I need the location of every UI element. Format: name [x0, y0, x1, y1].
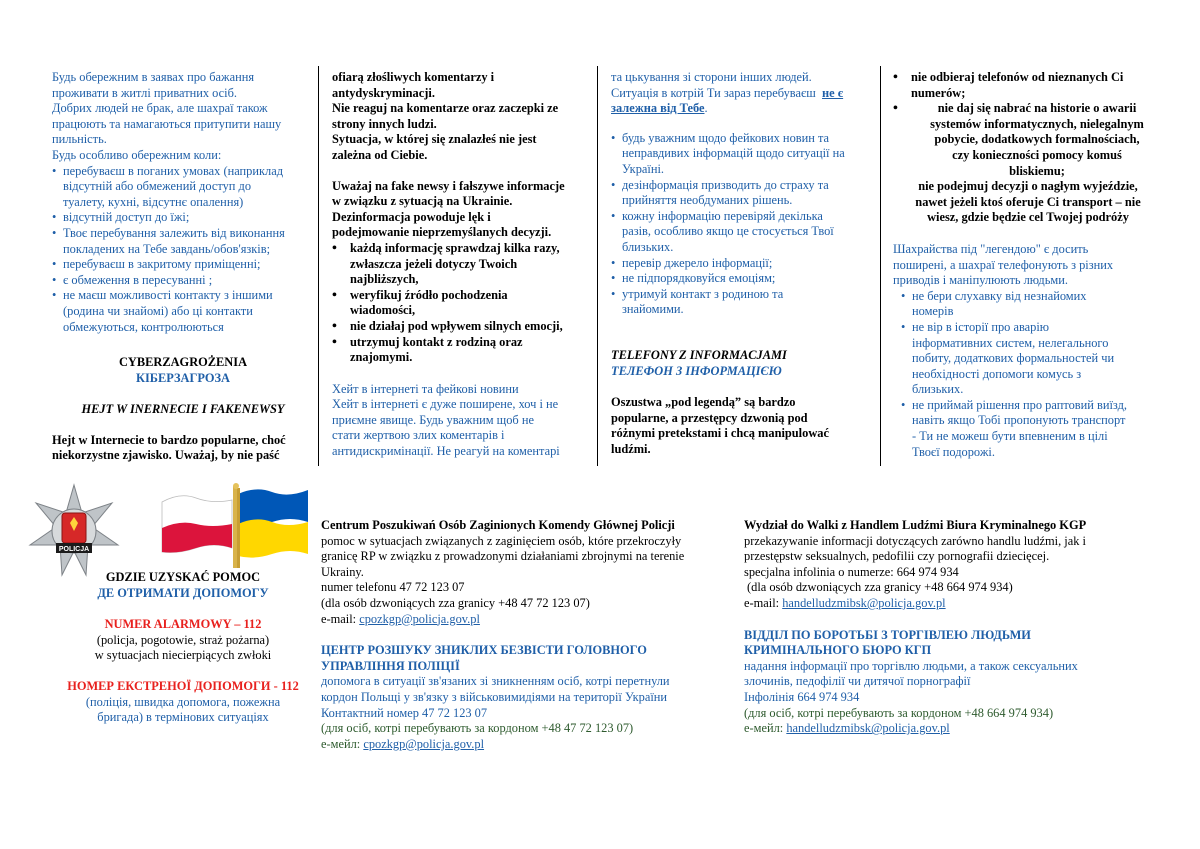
telefony-heading-ua: ТЕЛЕФОН З ІНФОРМАЦІЄЮ: [611, 363, 782, 378]
text-line: кордон Польщі у зв'язку з військовимидіями на території України: [321, 689, 668, 704]
telefony-heading-pl: TELEFONY Z INFORMACJAMI: [611, 347, 787, 362]
email-link[interactable]: handelludzmibsk@policja.gov.pl: [782, 595, 946, 610]
text-line: проживати в житлі приватних осіб.: [52, 85, 238, 100]
list-item: • не приймай рішення про раптовий виїзд, навіть якщо Тобі пропонують транспорт - Ти не можеш бути впевненим в цілі Твоєї подорожі.: [901, 398, 1163, 460]
text-line: злочинів, педофілії чи дитячої порнографії: [744, 674, 971, 689]
help-heading-ua: ДЕ ОТРИМАТИ ДОПОМОГУ: [97, 585, 269, 600]
col2-bullet-list: [332, 241, 594, 366]
col1-bullet-list: [52, 164, 314, 336]
text-line: допомога в ситуації зв'язаних зі зникненням осіб, котрі перетнули: [321, 674, 670, 689]
column-4: [893, 70, 1163, 460]
column-2: [332, 70, 594, 460]
trafficking-dept-title-ua: ВІДДІЛ ПО БОРОТЬБІ З ТОРГІВЛЕЮ ЛЮДЬМИ: [744, 627, 1031, 642]
not-dependent-link: не є: [822, 85, 844, 100]
list-item: • утримуй контакт з родиною та знайомими.: [611, 287, 877, 318]
column-divider-2: [597, 66, 598, 466]
svg-text:POLICJA: POLICJA: [58, 546, 90, 553]
emergency-number-heading: НОМЕР ЕКСТРЕНОЇ ДОПОМОГИ - 112: [67, 678, 299, 693]
trafficking-dept-title: Wydział do Walki z Handlem Ludźmi Biura Kryminalnego KGP: [744, 518, 1087, 532]
text-line: granicę RP w związku z prowadzonymi działaniami zbrojnymi na terenie: [321, 549, 685, 564]
col3-intro: та цькування зі сторони інших людей. Ситуація в котрій Ти зараз перебуваєш не є залежна від Тебе.: [611, 70, 844, 116]
text-line: przestępstw seksualnych, pedofilii czy pornografii dziecięcej.: [744, 549, 1050, 564]
alarm-number-heading: NUMER ALARMOWY – 112: [104, 617, 262, 632]
email-line: e-mail: cpozkgp@policja.gov.pl: [321, 611, 480, 626]
text-line: бригада) в термінових ситуаціях: [97, 710, 269, 725]
poland-ukraine-flags-icon: [160, 478, 310, 570]
list-item: • weryfikuj źródło pochodzenia wiadomości,: [332, 288, 594, 319]
list-item: • nie daj się nabrać na historie o awarii systemów informatycznych, nielegalnym pobycie, dodatkowych formalnościach, czy konieczności pomocy komuś bliskiemu;: [893, 101, 1163, 179]
col1-hejt-paragraph: Hejt w Internecie to bardzo popularne, choć niekorzystne zjawisko. Uważaj, by nie paść: [52, 432, 286, 463]
list-item: • дезінформація призводить до страху та прийняття необдуманих рішень.: [611, 178, 877, 209]
cyber-heading-pl: CYBERZAGROŻENIA: [118, 355, 248, 370]
police-badge: [26, 483, 122, 579]
text-line: przekazywanie informacji dotyczących zarówno handlu ludźmi, jak i: [744, 533, 1086, 548]
text-line: (policja, pogotowie, straż pożarna): [96, 632, 270, 647]
email-line: e-mail: handelludzmibsk@policja.gov.pl: [744, 595, 946, 610]
email-line-ua: е-мейл: handelludzmibsk@policja.gov.pl: [744, 721, 950, 736]
help-section: [52, 570, 314, 726]
missing-persons-center: [321, 518, 721, 752]
text-line: Добрих людей не брак, але шахраї також: [52, 101, 268, 116]
phone-abroad-line: (dla osób dzwoniących zza granicy +48 664 974 934): [747, 580, 1013, 595]
list-item: • кожну інформацію перевіряй декілька разів, особливо якщо це стосується Твої близьких.: [611, 209, 877, 256]
col1-intro: [52, 70, 314, 164]
text-line: Будь обережним в заявах про бажання: [52, 70, 255, 84]
text-line: w sytuacjach niecierpiących zwłoki: [94, 648, 272, 663]
missing-center-title-ua: ЦЕНТР РОЗШУКУ ЗНИКЛИХ БЕЗВІСТИ ГОЛОВНОГО: [321, 643, 647, 658]
email-link[interactable]: cpozkgp@policja.gov.pl: [359, 611, 480, 626]
list-item: • перебуваєш в поганих умовах (наприклад відсутній або обмежений доступ до туалету, кухні, відсутнє опалення): [52, 164, 314, 211]
not-dependent-link-2: залежна від Тебе: [611, 101, 705, 116]
cyber-heading-ua: КІБЕРЗАГРОЗА: [136, 370, 230, 385]
text-line: надання інформації про торгівлю людьми, а також сексуальних: [744, 658, 1078, 673]
text-line: Інфолінія 664 974 934: [744, 689, 860, 704]
text-line: працюють та намагаються притупити нашу: [52, 116, 282, 131]
column-3: [611, 70, 877, 457]
phone-abroad-line-ua: (для осіб, котрі перебувають за кордоном +48 47 72 123 07): [321, 721, 634, 736]
col3-bullet-list: [611, 131, 877, 318]
flags-illustration: [160, 478, 310, 570]
missing-center-title-ua: УПРАВЛІННЯ ПОЛІЦІЇ: [321, 658, 460, 673]
column-divider-1: [318, 66, 319, 466]
hejt-subheading: HEJT W INERNECIE I FAKENEWSY: [81, 402, 285, 417]
email-link-ua[interactable]: handelludzmibsk@policja.gov.pl: [786, 721, 950, 736]
human-trafficking-dept: [744, 518, 1164, 737]
list-item: • є обмеження в пересуванні ;: [52, 273, 314, 289]
phone-abroad-line: (dla osób dzwoniących zza granicy +48 47 72 123 07): [321, 595, 590, 610]
list-item: • не маєш можливості контакту з іншими (родина чи знайомі) або ці контакти обмежуються, контролюються: [52, 288, 314, 335]
email-line-ua: е-мейл: cpozkgp@policja.gov.pl: [321, 736, 485, 751]
phone-abroad-line-ua: (для осіб, котрі перебувають за кордоном +48 664 974 934): [744, 705, 1054, 720]
text-line: пильність.: [52, 132, 107, 147]
text-line: Будь особливо обережним коли:: [52, 147, 222, 162]
col4-tail: nie podejmuj decyzji o nagłym wyjeździe, nawet jeżeli ktoś oferuje Ci transport – nie wiesz, gdzie będzie cel Twojej podróży: [915, 179, 1141, 225]
col4-bullet-list: [893, 70, 1163, 179]
list-item: • utrzymuj kontakt z rodziną oraz znajomymi.: [332, 335, 594, 366]
col4-ua-bullet-list: [901, 289, 1163, 461]
list-item: • nie działaj pod wpływem silnych emocji,: [332, 319, 594, 335]
column-1: [52, 70, 314, 464]
text-line: specjalna infolinia o numerze: 664 974 934: [744, 564, 959, 579]
list-item: • не бери слухавку від незнайомих номерів: [901, 289, 1163, 320]
list-item: • перевір джерело інформації;: [611, 256, 877, 272]
missing-center-title: Centrum Poszukiwań Osób Zaginionych Komendy Głównej Policji: [321, 518, 675, 532]
col2-paragraph-1: ofiarą złośliwych komentarzy i antydyskryminacji. Nie reaguj na komentarze oraz zaczepki ze strony innych ludzi. Sytuacja, w której się znalazłeś nie jest zależna od Ciebie.: [332, 70, 559, 162]
email-link-ua[interactable]: cpozkgp@policja.gov.pl: [363, 736, 485, 751]
help-heading-pl: GDZIE UZYSKAĆ POMOC: [105, 570, 261, 584]
phone-line: numer telefonu 47 72 123 07: [321, 580, 465, 595]
list-item: • Твоє перебування залежить від виконання покладених на Тебе завдань/обов'язків;: [52, 226, 314, 257]
col3-legend-paragraph: Oszustwa „pod legendą” są bardzo popularne, a przestępcy dzwonią pod różnymi pretekstami i chcą manipulować ludźmi.: [611, 395, 829, 456]
list-item: • не вір в історії про аварію інформативних систем, нелегального побиту, додаткових формальностей чи необхідності допомоги комусь з близьких.: [901, 320, 1163, 398]
text-line: (поліція, швидка допомога, пожежна: [85, 694, 281, 709]
list-item: • nie odbieraj telefonów od nieznanych Ci numerów;: [893, 70, 1163, 101]
list-item: • відсутній доступ до їжі;: [52, 210, 314, 226]
list-item: • не підпорядковуйся емоціям;: [611, 271, 877, 287]
police-star-icon: [26, 483, 122, 579]
trafficking-dept-title-ua: КРИМІНАЛЬНОГО БЮРО КГП: [744, 643, 932, 658]
col2-ua-paragraph: Хейт в інтернеті та фейкові новини Хейт в інтернеті є дуже поширене, хоч і не приємне явище. Будь уважним щоб не стати жертвою злих коментарів і антидискримінації. Не реагуй на коментарі: [332, 381, 560, 459]
list-item: • перебуваєш в закритому приміщенні;: [52, 257, 314, 273]
column-divider-3: [880, 66, 881, 466]
text-line: Контактний номер 47 72 123 07: [321, 705, 488, 720]
text-line: pomoc w sytuacjach związanych z zaginięciem osób, które przekroczyły: [321, 533, 682, 548]
list-item: • każdą informację sprawdzaj kilka razy, zwłaszcza jeżeli dotyczy Twoich najbliższych,: [332, 241, 594, 288]
list-item: • будь уважним щодо фейкових новин та неправдивих інформацій щодо ситуації на Україні.: [611, 131, 877, 178]
text-line: Ukrainy.: [321, 564, 364, 579]
col2-paragraph-2: Uważaj na fake newsy i fałszywe informacje w związku z sytuacją na Ukrainie. Dezinformacja powoduje lęk i podejmowanie nieprzemyślanych decyzji.: [332, 178, 565, 240]
col4-ua-intro: Шахрайства під "легендою" є досить поширені, а шахраї телефонують з різних приводів і маніпулюють людьми.: [893, 241, 1114, 288]
